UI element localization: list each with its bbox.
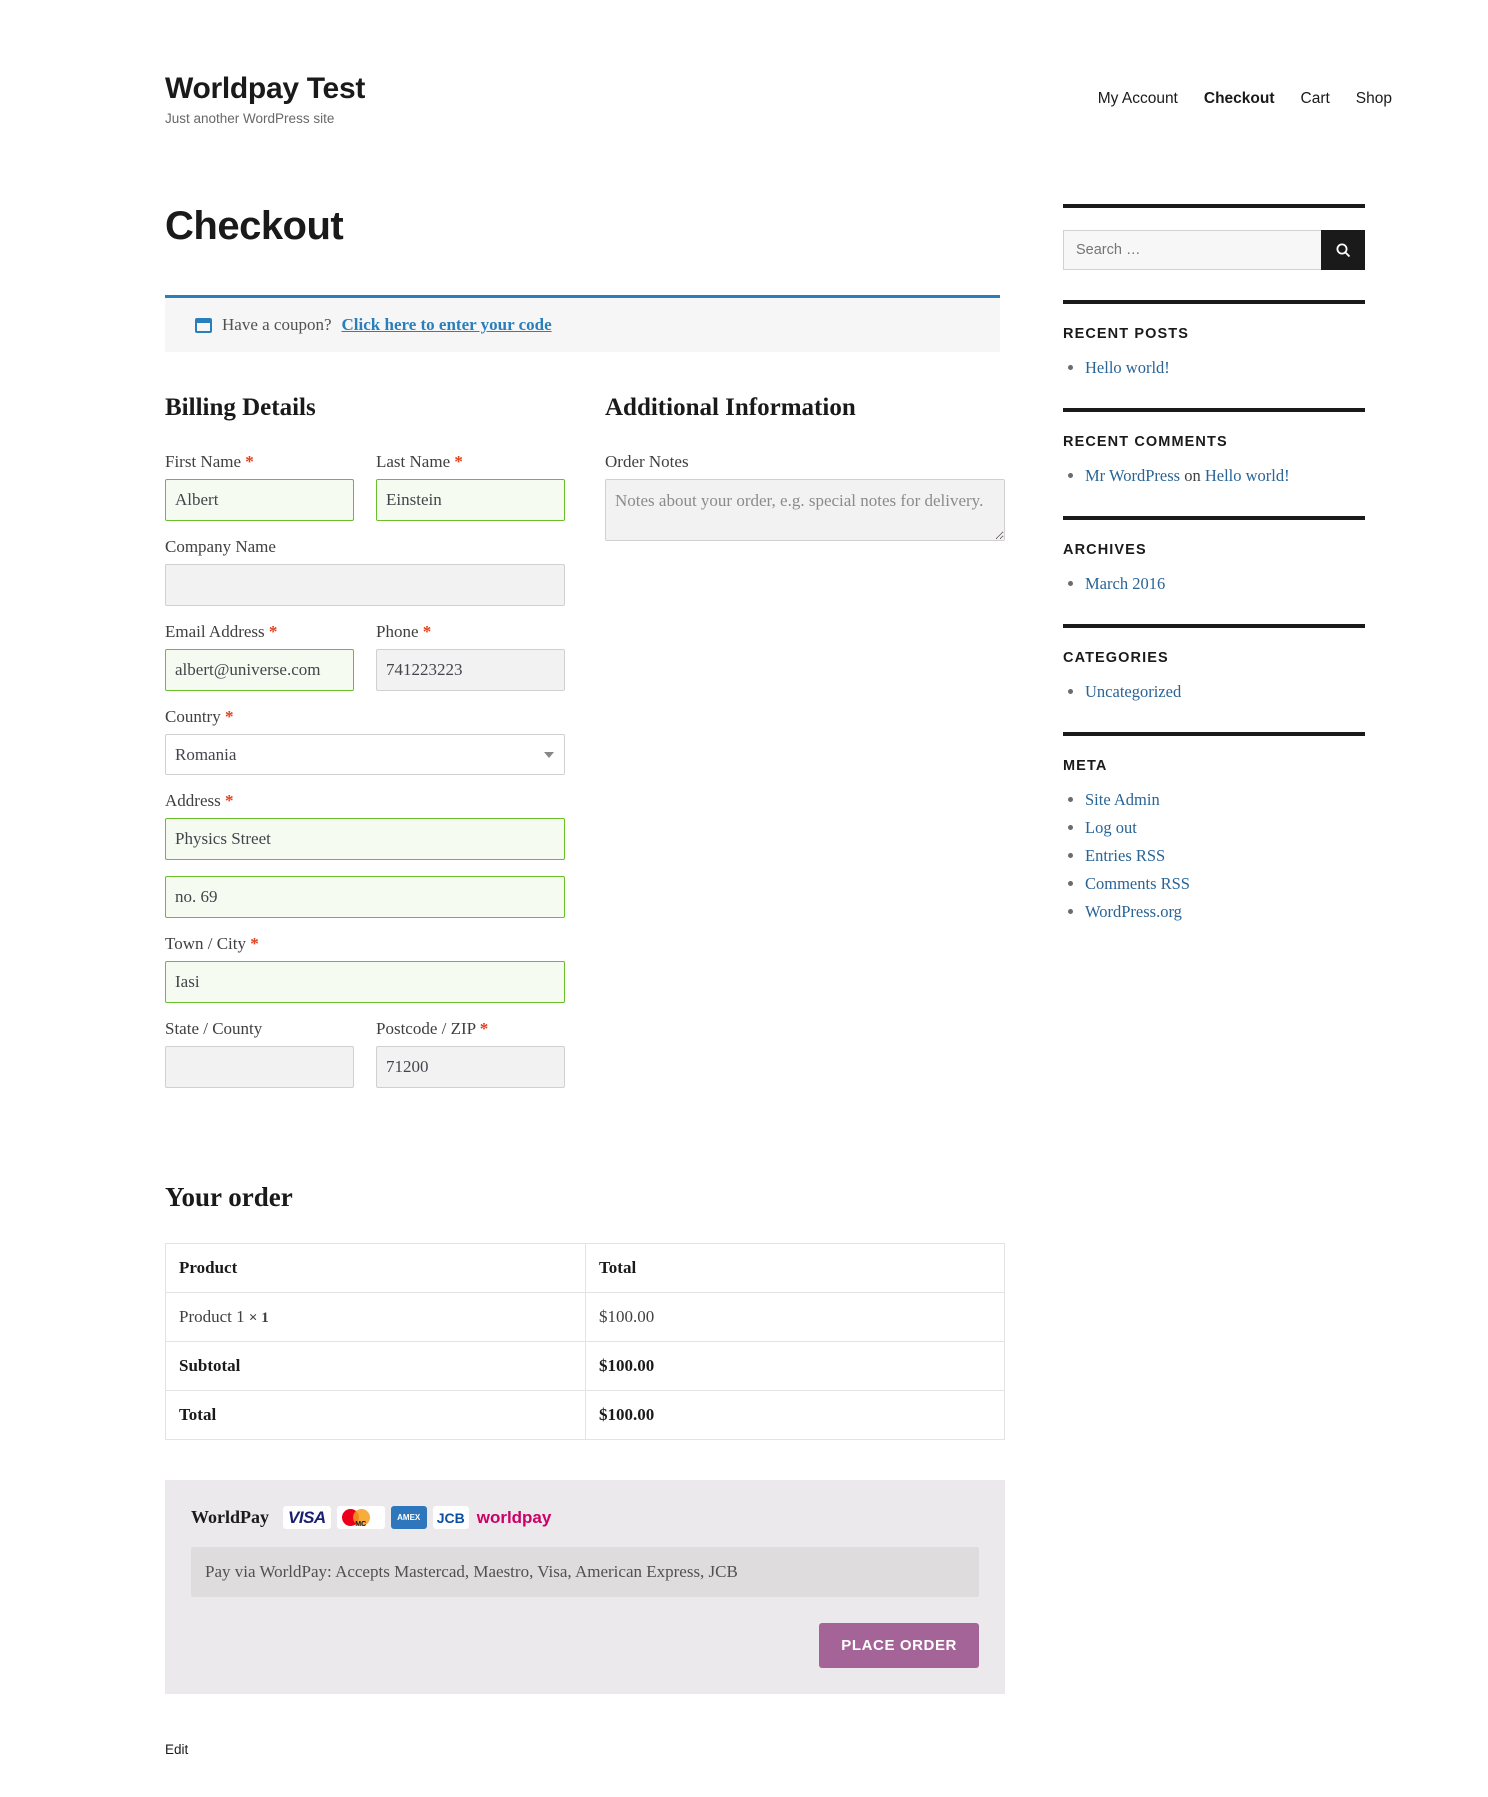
email-label-text: Email Address bbox=[165, 622, 265, 641]
sidebar bbox=[1063, 204, 1365, 930]
country-label bbox=[165, 707, 565, 727]
city-label-text: Town / City bbox=[165, 934, 246, 953]
field-first-name bbox=[165, 452, 354, 521]
coupon-text: Have a coupon? bbox=[222, 315, 332, 334]
coupon-notice bbox=[165, 295, 1000, 352]
your-order-heading: Your order bbox=[165, 1182, 293, 1212]
list-item bbox=[1085, 818, 1365, 838]
widget-title-recent-posts: RECENT POSTS bbox=[1063, 326, 1189, 342]
meta-link-site-admin[interactable]: Site Admin bbox=[1085, 790, 1160, 809]
last-name-label-text: Last Name bbox=[376, 452, 451, 471]
postcode-label-text: Postcode / ZIP bbox=[376, 1019, 476, 1038]
field-last-name bbox=[376, 452, 565, 521]
site-title[interactable]: Worldpay Test bbox=[165, 72, 366, 105]
postcode-input[interactable] bbox=[376, 1046, 565, 1088]
billing-details-section bbox=[165, 394, 565, 1104]
amex-logo: AMEX bbox=[391, 1506, 427, 1529]
list-item bbox=[1085, 902, 1365, 922]
field-email-address bbox=[165, 622, 354, 691]
search-input[interactable] bbox=[1063, 230, 1321, 270]
checkout-form bbox=[165, 394, 1000, 1104]
address-required: * bbox=[224, 791, 234, 810]
page-title: Checkout bbox=[165, 204, 344, 248]
meta-link-log-out[interactable]: Log out bbox=[1085, 818, 1137, 837]
company-name-label: Company Name bbox=[165, 537, 276, 556]
comment-on-text: on bbox=[1180, 466, 1205, 485]
total-label: Total bbox=[166, 1391, 586, 1440]
list-item bbox=[1085, 846, 1365, 866]
order-table-header-row bbox=[166, 1244, 1005, 1293]
nav-item-shop[interactable]: Shop bbox=[1355, 90, 1392, 107]
comment-author-link[interactable]: Mr WordPress bbox=[1085, 466, 1181, 485]
field-state bbox=[165, 1019, 354, 1088]
last-name-label bbox=[376, 452, 565, 472]
state-input[interactable] bbox=[165, 1046, 354, 1088]
payment-section bbox=[165, 1480, 1005, 1694]
site-branding bbox=[165, 72, 365, 126]
field-company-name bbox=[165, 537, 565, 606]
widget-archives bbox=[1063, 516, 1365, 594]
order-review-table bbox=[165, 1243, 1005, 1440]
company-name-input[interactable] bbox=[165, 564, 565, 606]
worldpay-logo: worldpay bbox=[475, 1506, 554, 1529]
list-item bbox=[1085, 574, 1365, 594]
accepted-card-logos bbox=[283, 1506, 553, 1529]
first-name-label bbox=[165, 452, 354, 472]
recent-post-link[interactable]: Hello world! bbox=[1085, 358, 1170, 377]
field-address-2 bbox=[165, 876, 565, 918]
additional-heading: Additional Information bbox=[605, 394, 856, 421]
subtotal-label: Subtotal bbox=[166, 1342, 586, 1391]
coupon-icon bbox=[195, 318, 212, 333]
nav-item-my-account[interactable]: My Account bbox=[1097, 90, 1178, 107]
state-label: State / County bbox=[165, 1019, 263, 1038]
country-select[interactable] bbox=[165, 734, 565, 775]
postcode-required: * bbox=[479, 1019, 489, 1038]
billing-heading: Billing Details bbox=[165, 394, 316, 421]
widget-recent-comments bbox=[1063, 408, 1365, 486]
order-item-name bbox=[166, 1293, 586, 1342]
address-label-text: Address bbox=[165, 791, 221, 810]
country-label-text: Country bbox=[165, 707, 221, 726]
widget-categories bbox=[1063, 624, 1365, 702]
additional-information-section bbox=[605, 394, 1005, 1104]
table-row bbox=[166, 1293, 1005, 1342]
widget-title-archives: ARCHIVES bbox=[1063, 542, 1147, 558]
subtotal-value: $100.00 bbox=[586, 1342, 1005, 1391]
main-content bbox=[165, 204, 1000, 1797]
order-notes-textarea[interactable] bbox=[605, 479, 1005, 541]
place-order-button[interactable]: PLACE ORDER bbox=[819, 1623, 979, 1668]
archive-link[interactable]: March 2016 bbox=[1085, 574, 1166, 593]
first-name-required: * bbox=[245, 452, 254, 471]
address-line-1-input[interactable] bbox=[165, 818, 565, 860]
order-total-row bbox=[166, 1391, 1005, 1440]
column-header-product: Product bbox=[166, 1244, 586, 1293]
list-item bbox=[1085, 682, 1365, 702]
meta-link-entries-rss[interactable]: Entries RSS bbox=[1085, 846, 1166, 865]
city-required: * bbox=[250, 934, 259, 953]
field-city bbox=[165, 934, 565, 1003]
meta-link-comments-rss[interactable]: Comments RSS bbox=[1085, 874, 1190, 893]
phone-label bbox=[376, 622, 565, 642]
address-label bbox=[165, 791, 565, 811]
content-area bbox=[0, 204, 1488, 1797]
field-phone bbox=[376, 622, 565, 691]
list-item bbox=[1085, 358, 1365, 378]
email-input[interactable] bbox=[165, 649, 354, 691]
payment-method-row[interactable] bbox=[165, 1506, 1005, 1529]
widget-title-recent-comments: RECENT COMMENTS bbox=[1063, 434, 1228, 450]
total-value: $100.00 bbox=[586, 1391, 1005, 1440]
list-item bbox=[1085, 874, 1365, 894]
edit-link[interactable]: Edit bbox=[165, 1742, 189, 1757]
comment-post-link[interactable]: Hello world! bbox=[1204, 466, 1290, 485]
payment-method-label: WorldPay bbox=[191, 1507, 270, 1527]
last-name-required: * bbox=[454, 452, 463, 471]
email-required: * bbox=[268, 622, 278, 641]
site-header bbox=[0, 0, 1488, 126]
postcode-label bbox=[376, 1019, 565, 1039]
order-item-title: Product 1 bbox=[179, 1307, 245, 1326]
widget-title-meta: META bbox=[1063, 758, 1108, 774]
address-line-2-input[interactable] bbox=[165, 876, 565, 918]
order-notes-label: Order Notes bbox=[605, 452, 689, 471]
order-item-quantity: × 1 bbox=[248, 1310, 269, 1326]
order-item-total: $100.00 bbox=[586, 1293, 1005, 1342]
field-address-1 bbox=[165, 791, 565, 860]
country-required: * bbox=[224, 707, 234, 726]
widget-recent-posts bbox=[1063, 300, 1365, 378]
column-header-total: Total bbox=[586, 1244, 1005, 1293]
phone-required: * bbox=[422, 622, 432, 641]
visa-logo: VISA bbox=[283, 1506, 331, 1529]
nav-item-cart[interactable]: Cart bbox=[1300, 90, 1330, 107]
category-link[interactable]: Uncategorized bbox=[1085, 682, 1182, 701]
payment-actions bbox=[165, 1597, 1005, 1694]
nav-item-checkout[interactable]: Checkout bbox=[1203, 90, 1275, 107]
city-input[interactable] bbox=[165, 961, 565, 1003]
mastercard-logo: MC bbox=[337, 1506, 385, 1529]
email-label bbox=[165, 622, 354, 642]
list-item bbox=[1085, 466, 1365, 486]
first-name-input[interactable] bbox=[165, 479, 354, 521]
widget-meta bbox=[1063, 732, 1365, 922]
jcb-logo: JCB bbox=[433, 1506, 469, 1529]
field-postcode bbox=[376, 1019, 565, 1088]
meta-link-wordpress-org[interactable]: WordPress.org bbox=[1085, 902, 1182, 921]
site-tagline: Just another WordPress site bbox=[165, 111, 335, 126]
list-item bbox=[1085, 790, 1365, 810]
search-submit-button[interactable] bbox=[1321, 230, 1365, 270]
payment-method-description: Pay via WorldPay: Accepts Mastercad, Maestro, Visa, American Express, JCB bbox=[191, 1547, 979, 1597]
last-name-input[interactable] bbox=[376, 479, 565, 521]
field-country bbox=[165, 707, 565, 775]
primary-navigation bbox=[1098, 72, 1392, 108]
search-icon bbox=[1335, 242, 1351, 258]
city-label bbox=[165, 934, 565, 954]
coupon-toggle-link[interactable]: Click here to enter your code bbox=[341, 315, 552, 334]
first-name-label-text: First Name bbox=[165, 452, 242, 471]
phone-label-text: Phone bbox=[376, 622, 419, 641]
field-order-notes bbox=[605, 452, 1005, 546]
search-form bbox=[1063, 204, 1365, 270]
phone-input[interactable] bbox=[376, 649, 565, 691]
order-subtotal-row bbox=[166, 1342, 1005, 1391]
widget-title-categories: CATEGORIES bbox=[1063, 650, 1169, 666]
